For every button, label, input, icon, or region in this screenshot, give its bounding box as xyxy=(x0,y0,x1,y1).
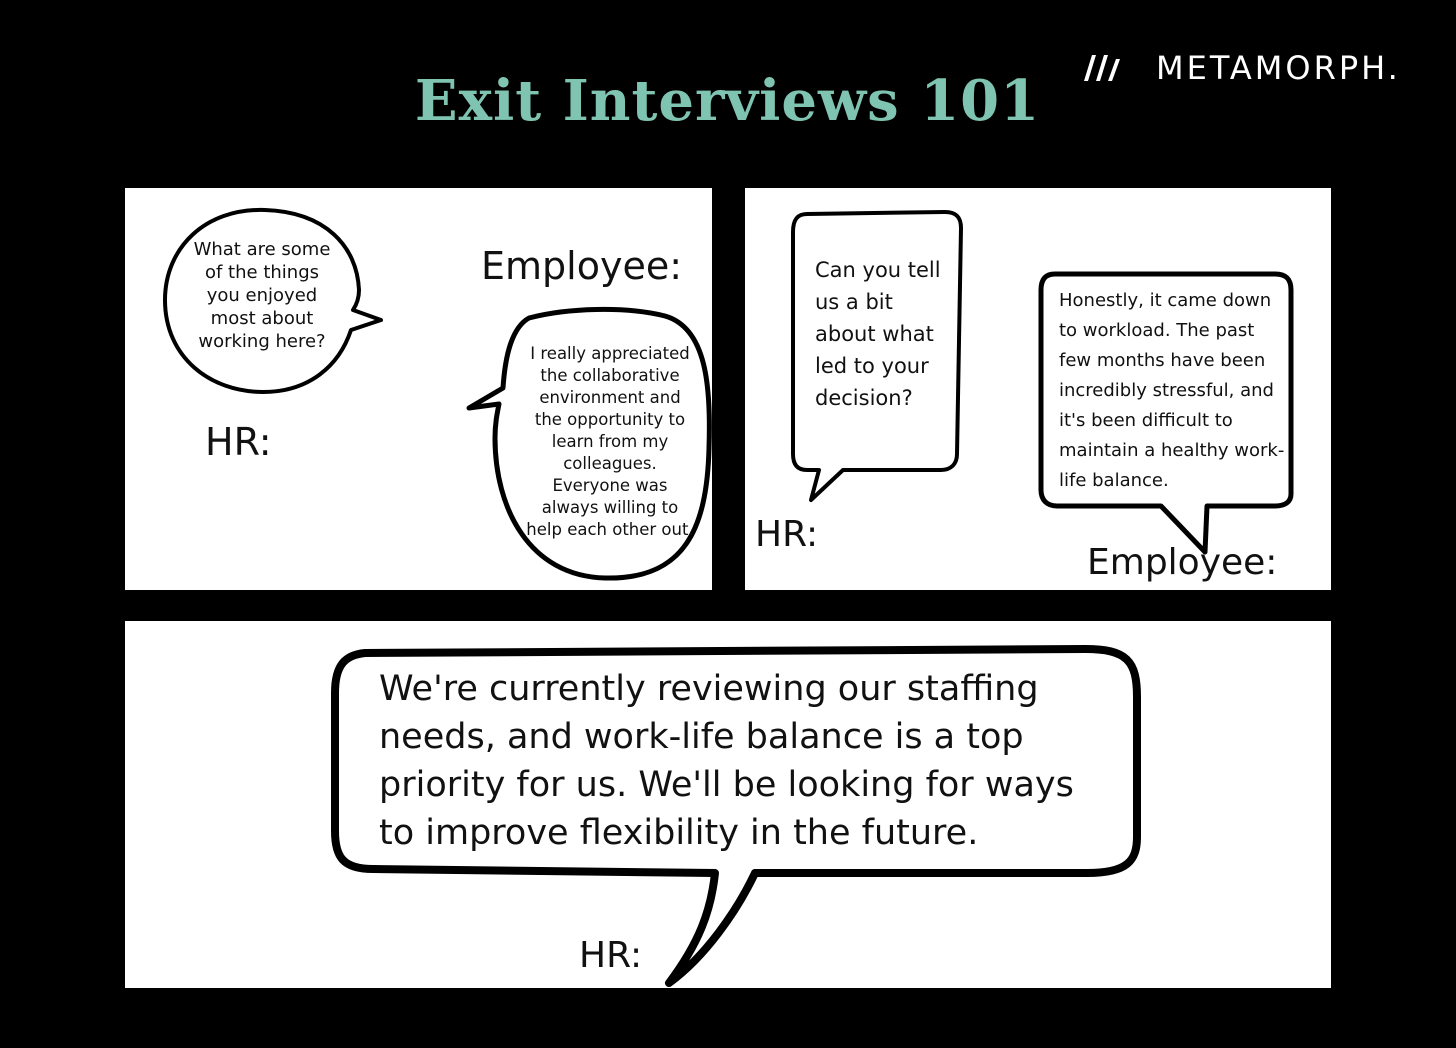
employee-answer-text: Honestly, it came down to workload. The past few months have been incredibly stressful, and it's been difficult to maintain a healthy work-life balance. xyxy=(1059,290,1285,491)
slash-stripes-icon xyxy=(1080,53,1124,83)
hr-speaker-label: HR: xyxy=(755,514,819,555)
hr-question-text: Can you tell us a bit about what led to your decision? xyxy=(815,258,941,410)
hr-speaker-label: HR: xyxy=(579,935,643,976)
employee-speaker-label: Employee: xyxy=(1087,542,1278,583)
comic-panel-1 xyxy=(125,188,712,590)
brand-name: METAMORPH. xyxy=(1156,49,1401,87)
employee-speaker-label: Employee: xyxy=(481,244,683,288)
comic-panel-2 xyxy=(745,188,1331,590)
page-title: Exit Interviews 101 xyxy=(414,68,1041,134)
hr-speaker-label: HR: xyxy=(205,420,272,464)
brand-logo xyxy=(1080,48,1401,88)
comic-panel-3 xyxy=(125,621,1331,988)
hr-question-text: What are some of the things you enjoyed most about working here? xyxy=(193,239,331,352)
employee-answer-text: I really appreciated the collaborative environment and the opportunity to learn from my colleagues. Everyone was always willing to help each other out. xyxy=(526,344,694,539)
hr-statement-text: We're currently reviewing our staffing needs, and work-life balance is a top priority for us. We'll be looking for ways to improve flexibility in the future. xyxy=(379,669,1074,853)
